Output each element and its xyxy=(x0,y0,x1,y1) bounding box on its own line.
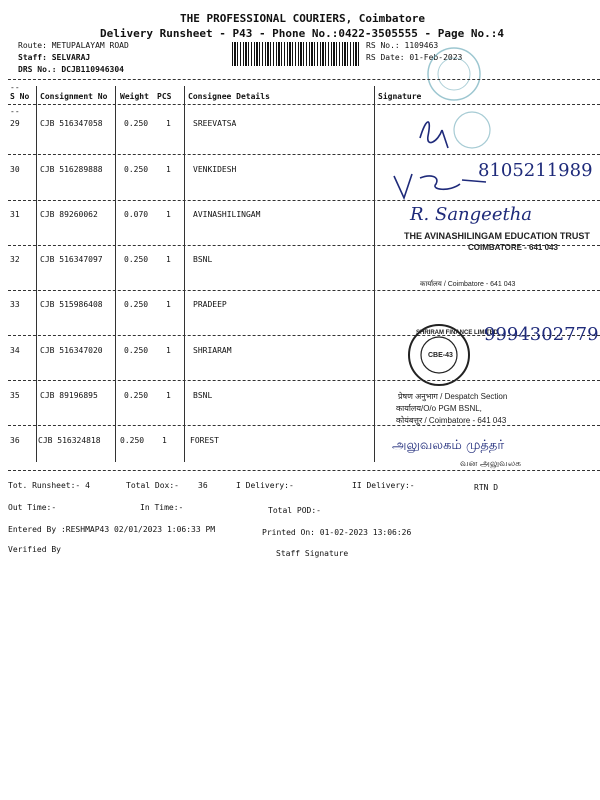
shriram-seal-code: CBE-43 xyxy=(428,352,453,359)
route-label: Route: METUPALAYAM ROAD xyxy=(18,41,129,50)
row-pcs: 1 xyxy=(166,300,171,309)
row-weight: 0.250 xyxy=(124,165,149,174)
col-consignee: Consignee Details xyxy=(188,92,270,101)
signature-scribble-icon xyxy=(412,108,492,158)
row-weight: 0.250 xyxy=(120,436,145,445)
row-weight: 0.250 xyxy=(124,391,149,400)
row-consignee: VENKIDESH xyxy=(193,165,237,174)
row-consignee: SHRIARAM xyxy=(193,346,232,355)
runsheet-subtitle: Delivery Runsheet - P43 - Phone No.:0422-3505555 - Page No.:4 xyxy=(100,27,504,40)
row-pcs: 1 xyxy=(166,165,171,174)
stamp-line: कार्यालय / Coimbatore - 641 043 xyxy=(420,281,516,288)
col-divider xyxy=(36,86,37,462)
col-sno: S No xyxy=(10,92,30,101)
row-sno: 32 xyxy=(10,255,20,264)
printed-on: Printed On: 01-02-2023 13:06:26 xyxy=(262,528,412,537)
row-rule xyxy=(8,154,600,155)
row-weight: 0.250 xyxy=(124,300,149,309)
row-sno: 30 xyxy=(10,165,20,174)
row-sno: 29 xyxy=(10,119,20,128)
row-sno: 33 xyxy=(10,300,20,309)
row-consignee: SREEVATSA xyxy=(193,119,237,128)
handwritten-tamil: அலுவலகம் முத்தர் xyxy=(392,438,505,453)
col-consignment: Consignment No xyxy=(40,92,108,101)
stamp-line: कार्यालय/O/o PGM BSNL, xyxy=(396,404,482,413)
in-time: In Time:- xyxy=(140,503,184,512)
barcode xyxy=(232,42,360,66)
row-consignee: FOREST xyxy=(190,436,219,445)
row-consignee: BSNL xyxy=(193,391,213,400)
stamp-line: THE AVINASHILINGAM EDUCATION TRUST xyxy=(404,231,590,241)
stamp-line: कोयंबत्तूर / Coimbatore - 641 043 xyxy=(396,416,507,425)
row-pcs: 1 xyxy=(166,210,171,219)
col-signature: Signature xyxy=(378,92,422,101)
row-rule xyxy=(8,380,600,381)
row-consignment: CJB 516289888 xyxy=(40,165,103,174)
out-time: Out Time:- xyxy=(8,503,57,512)
staff-signature: Staff Signature xyxy=(276,549,349,558)
row-weight: 0.250 xyxy=(124,255,149,264)
stamp-line: COIMBATORE - 641 043 xyxy=(468,243,558,252)
handwritten-name: R. Sangeetha xyxy=(410,204,533,225)
rule-header xyxy=(8,104,600,105)
row-consignment: CJB 516347058 xyxy=(40,119,103,128)
dash-mark: -- xyxy=(10,83,20,92)
row-pcs: 1 xyxy=(162,436,167,445)
ii-delivery: II Delivery:- xyxy=(352,481,415,490)
total-dox-label: Total Dox:- xyxy=(126,481,179,490)
col-pcs: PCS xyxy=(157,92,172,101)
col-divider xyxy=(184,86,185,462)
row-weight: 0.070 xyxy=(124,210,149,219)
row-consignment: CJB 516347020 xyxy=(40,346,103,355)
handwritten-phone: 8105211989 xyxy=(478,160,593,181)
row-sno: 35 xyxy=(10,391,20,400)
row-consignment: CJB 89260062 xyxy=(40,210,98,219)
row-pcs: 1 xyxy=(166,346,171,355)
staff-label: Staff: SELVARAJ xyxy=(18,53,91,62)
row-sno: 34 xyxy=(10,346,20,355)
row-pcs: 1 xyxy=(166,255,171,264)
rs-date: RS Date: 01-Feb-2023 xyxy=(366,53,463,62)
drs-label: DRS No.: DCJB110946304 xyxy=(18,65,124,74)
stamp-line: प्रेषण अनुभाग / Despatch Section xyxy=(398,392,508,401)
dash-mark: -- xyxy=(10,107,20,116)
col-weight: Weight xyxy=(120,92,149,101)
col-divider xyxy=(115,86,116,462)
row-weight: 0.250 xyxy=(124,346,149,355)
total-dox-value: 36 xyxy=(198,481,208,490)
rule-top xyxy=(8,79,600,80)
row-consignment: CJB 515986408 xyxy=(40,300,103,309)
total-runsheet: Tot. Runsheet:- 4 xyxy=(8,481,90,490)
row-pcs: 1 xyxy=(166,391,171,400)
row-consignee: AVINASHILINGAM xyxy=(193,210,261,219)
row-sno: 36 xyxy=(10,436,20,445)
row-rule xyxy=(8,290,600,291)
verified-by: Verified By xyxy=(8,545,61,554)
row-consignment: CJB 516347097 xyxy=(40,255,103,264)
stamp-line: வன அலுவலக xyxy=(460,458,521,468)
row-rule xyxy=(8,200,600,201)
i-delivery: I Delivery:- xyxy=(236,481,294,490)
row-consignment: CJB 89196895 xyxy=(40,391,98,400)
row-consignee: PRADEEP xyxy=(193,300,227,309)
col-divider xyxy=(374,86,375,462)
row-pcs: 1 xyxy=(166,119,171,128)
stamp-top-icon xyxy=(418,44,490,104)
signature-scribble-icon xyxy=(390,170,490,202)
row-rule xyxy=(8,425,600,426)
row-sno: 31 xyxy=(10,210,20,219)
row-consignment: CJB 516324818 xyxy=(38,436,101,445)
row-consignee: BSNL xyxy=(193,255,213,264)
handwritten-phone: 9994302779 xyxy=(484,324,599,345)
rs-number: RS No.: 1109463 xyxy=(366,41,439,50)
entered-by: Entered By :RESHMAP43 02/01/2023 1:06:33 PM xyxy=(8,525,216,534)
total-pod: Total POD:- xyxy=(268,506,321,515)
shriram-seal-text: SHRIRAM FINANCE LIMITED xyxy=(416,330,498,336)
company-title: THE PROFESSIONAL COURIERS, Coimbatore xyxy=(180,12,426,25)
rtn-label: RTN D xyxy=(474,483,499,492)
row-weight: 0.250 xyxy=(124,119,149,128)
rule-bottom xyxy=(8,470,600,471)
